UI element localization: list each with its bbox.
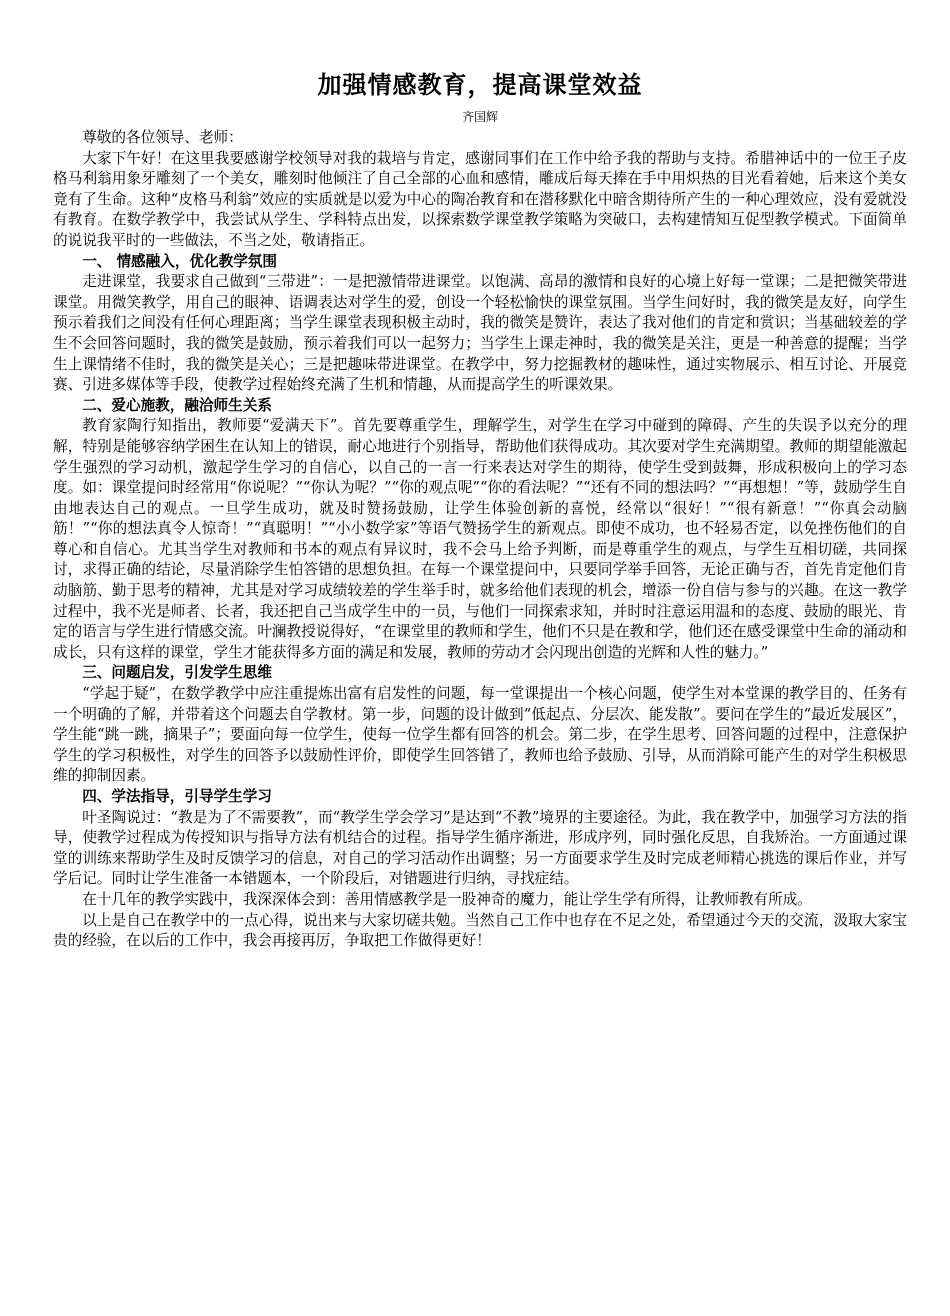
greeting-paragraph: 尊敬的各位领导、老师：	[82, 129, 243, 146]
section-3-heading: 三、问题启发，引发学生思维	[82, 664, 272, 682]
document-title: 加强情感教育，提高课堂效益	[317, 71, 643, 99]
section-1-paragraph: 走进课堂，我要求自己做到“三带进”：一是把激情带进课堂。以饱满、高昂的激情和良好的心境上好每一堂课；二是把微笑带进课堂。用微笑教学，用自己的眼神、语调表达对学生的爱，创设一个轻松愉快的课堂氛围。当学生问好时，我的微笑是友好，向学生预示着我们之间没有任何心理距离；当学生课堂表现积极主动时，我的微笑是赞许，表达了我对他们的肯定和赏识；当基础较差的学生不会回答问题时，我的微笑是鼓励，预示着我们可以一起努力；当学生上课走神时，我的微笑是关注，更是一种善意的提醒；当学生上课情绪不佳时，我的微笑是关心；三是把趣味带进课堂。在教学中，努力挖掘教材的趣味性，通过实物展示、相互讨论、开展竞赛、引进多媒体等手段，使教学过程始终充满了生机和情趣，从而提高学生的听课效果。	[53, 273, 907, 394]
intro-paragraph: 大家下午好！在这里我要感谢学校领导对我的栽培与肯定，感谢同事们在工作中给予我的帮助与支持。希腊神话中的一位王子皮格马利翁用象牙雕刻了一个美女，雕刻时他倾注了自己全部的心血和感情，雕成后每天捧在手中用炽热的目光看着她，后来这个美女竟有了生命。这种“皮格马利翁”效应的实质就是以爱为中心的陶冶教育和在潜移默化中暗含期待所产生的一种心理效应，没有爱就没有教育。在数学教学中，我尝试从学生、学科特点出发，以探索数学课堂教学策略为突破口，去构建情知互促型教学模式。下面简单的说说我平时的一些做法，不当之处，敬请指正。	[53, 149, 907, 249]
document-body	[53, 128, 907, 952]
section-4-heading: 四、学法指导，引导学生学习	[82, 788, 272, 805]
section-2-heading: 二、爱心施教，融洽师生关系	[82, 396, 272, 414]
document-author: 齐国辉	[461, 110, 498, 124]
document-page	[53, 64, 907, 952]
section-3-paragraph: “学起于疑”，在数学教学中应注重提炼出富有启发性的问题，每一堂课提出一个核心问题，使学生对本堂课的教学目的、任务有一个明确的了解，并带着这个问题去自学教材。第一步，问题的设计做到“低起点、分层次、能发散”。要问在学生的“最近发展区”，学生能“跳一跳，摘果子”；要面向每一位学生，使每一位学生都有回答的机会。第二步，在学生思考、回答问题的过程中，注意保护学生的学习积极性，对学生的回答予以鼓励性评价，即使学生回答错了，教师也给予鼓励、引导，从而消除可能产生的对学生积极思维的抑制因素。	[53, 685, 907, 785]
section-2-paragraph: 教育家陶行知指出，教师要“爱满天下”。首先要尊重学生，理解学生，对学生在学习中碰到的障碍、产生的失误予以充分的理解，特别是能够容纳学困生在认知上的错误，耐心地进行个别指导，帮助他们获得成功。其次要对学生充满期望。教师的期望能激起学生强烈的学习动机，激起学生学习的自信心，以自己的一言一行来表达对学生的期待，使学生受到鼓舞，形成积极向上的学习态度。如：课堂提问时经常用“你说呢？”“你认为呢？”“你的观点呢”“你的看法呢？”“还有不同的想法吗？”“再想想！”等，鼓励学生自由地表达自己的观点。一旦学生成功，就及时赞扬鼓励，让学生体验创新的喜悦，经常以“很好！”“很有新意！”“你真会动脑筋！”“你的想法真令人惊奇！”“真聪明！”“小小数学家”等语气赞扬学生的新观点。即使不成功，也不轻易否定，以免挫伤他们的自尊心和自信心。尤其当学生对教师和书本的观点有异议时，我不会马上给予判断，而是尊重学生的观点，与学生互相切磋，共同探讨，求得正确的结论，尽量消除学生怕答错的思想负担。在每一个课堂提问中，只要同学举手回答，无论正确与否，首先肯定他们肯动脑筋、勤于思考的精神，尤其是对学习成绩较差的学生举手时，就多给他们表现的机会，增添一份自信与参与的兴趣。在这一教学过程中，我不光是师者、长者，我还把自己当成学生中的一员，与他们一同探索求知，并时时注意运用温和的态度、鼓励的眼光、肯定的语言与学生进行情感交流。叶澜教授说得好，“在课堂里的教师和学生，他们不只是在教和学，他们还在感受课堂中生命的涌动和成长，只有这样的课堂，学生才能获得多方面的满足和发展，教师的劳动才会闪现出创造的光辉和人性的魅力。”	[53, 417, 907, 661]
section-1-heading: 一、 情感融入，优化教学氛围	[82, 252, 277, 270]
closing-paragraph: 以上是自己在教学中的一点心得，说出来与大家切磋共勉。当然自己工作中也存在不足之处，希望通过今天的交流，汲取大家宝贵的经验，在以后的工作中，我会再接再厉，争取把工作做得更好！	[53, 911, 907, 950]
section-4-paragraph: 叶圣陶说过：“教是为了不需要教”，而“教学生学会学习”是达到“不教”境界的主要途径。为此，我在教学中，加强学习方法的指导，使教学过程成为传授知识与指导方法有机结合的过程。指导学生循序渐进，形成序列，同时强化反思，自我矫治。一方面通过课堂的训练来帮助学生及时反馈学习的信息，对自己的学习活动作出调整；另一方面要求学生及时完成老师精心挑选的课后作业，并写学后记。同时让学生准备一本错题本，一个阶段后，对错题进行归纳，寻找症结。	[53, 808, 907, 888]
conclusion-paragraph: 在十几年的教学实践中，我深深体会到：善用情感教学是一股神奇的魔力，能让学生学有所得，让教师教有所成。	[82, 890, 812, 908]
